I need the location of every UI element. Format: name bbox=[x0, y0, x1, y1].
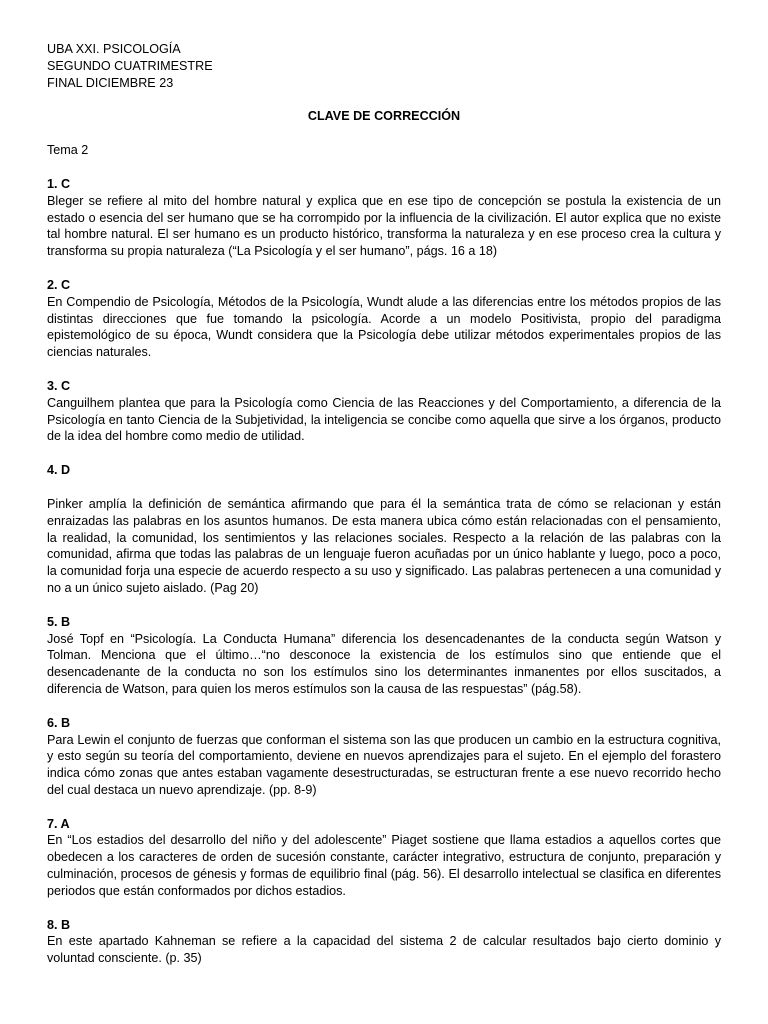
answer-explanation: Bleger se refiere al mito del hombre natural y explica que en ese tipo de concepción se postula la existencia de un estado o esencia del ser humano que se ha corrompido por la influencia de la civilización. El autor explica que no existe tal hombre natural. El ser humano es un producto histórico, transforma la naturaleza y en ese proceso crea la cultura y transforma su propia naturaleza (“La Psicología y el ser humano”, págs. 16 a 18) bbox=[47, 193, 721, 259]
answer-item-7 bbox=[47, 816, 721, 900]
topic-label: Tema 2 bbox=[47, 143, 89, 158]
header-exam: FINAL DICIEMBRE 23 bbox=[47, 75, 174, 90]
answer-explanation: José Topf en “Psicología. La Conducta Humana” diferencia los desencadenantes de la conducta según Watson y Tolman. Menciona que el último…“no desconoce la existencia de los estímulos sino que entiende que el desencadenante de la conducta no son los estímulos sino los determinantes inmanentes por ellos suscitados, a diferencia de Watson, para quien los meros estímulos son la causa de las respuestas” (pág.58). bbox=[47, 631, 721, 696]
answer-explanation: Pinker amplía la definición de semántica afirmando que para él la semántica trata de cómo se relacionan y están enraizadas las palabras en los asuntos humanos. De esta manera ubica cómo están relacionadas con el pensamiento, la realidad, la comunidad, los sentimientos y las relaciones sociales. Respecto a la relación de las palabras con la comunidad, afirma que todas las palabras de un lenguaje fueron acuñadas por un único hablante y luego, poco a poco, la comunidad forja una especie de acuerdo respecto a su uso y significado. Las palabras pertenecen a una comunidad y no a un único sujeto aislado. (Pag 20) bbox=[47, 496, 721, 595]
answer-key: 8. B bbox=[47, 917, 71, 932]
answer-key: 2. C bbox=[47, 277, 71, 292]
answer-item-5 bbox=[47, 614, 721, 698]
answer-item-4 bbox=[47, 462, 721, 597]
answer-key: 6. B bbox=[47, 715, 71, 730]
answer-key: 3. C bbox=[47, 378, 71, 393]
answer-key: 4. D bbox=[47, 463, 71, 478]
document-header bbox=[47, 41, 721, 91]
answer-key: 5. B bbox=[47, 614, 71, 629]
answer-key: 7. A bbox=[47, 816, 70, 831]
answer-explanation: Canguilhem plantea que para la Psicología como Ciencia de las Reacciones y del Comportamiento, a diferencia de la Psicología en tanto Ciencia de la Subjetividad, la inteligencia se concibe como aquella que sirve a los órganos, producto de la idea del hombre como medio de utilidad. bbox=[47, 395, 721, 444]
header-institution: UBA XXI. PSICOLOGÍA bbox=[47, 42, 181, 56]
answer-item-8 bbox=[47, 917, 721, 967]
answer-explanation: En este apartado Kahneman se refiere a la capacidad del sistema 2 de calcular resultados bajo cierto dominio y voluntad consciente. (p. 35) bbox=[47, 934, 721, 966]
answer-item-6 bbox=[47, 715, 721, 799]
answer-item-3 bbox=[47, 378, 721, 445]
answer-explanation: En “Los estadios del desarrollo del niño y del adolescente” Piaget sostiene que llama estadios a aquellos cortes que obedecen a los caracteres de orden de sucesión constante, carácter integrativo, estructura de conjunto, preparación y culminación, procesos de génesis y formas de equilibrio final (pág. 56). El desarrollo intelectual se clasifica en diferentes periodos que están conformados por dichos estadios. bbox=[47, 833, 721, 898]
answer-explanation: En Compendio de Psicología, Métodos de la Psicología, Wundt alude a las diferencias entre los métodos propios de las distintas direcciones que fue tomando la psicología. Acorde a un modelo Positivista, propio del paradigma epistemológico de su época, Wundt considera que la Psicología debe utilizar métodos experimentales propios de las ciencias naturales. bbox=[47, 294, 721, 360]
header-term: SEGUNDO CUATRIMESTRE bbox=[47, 58, 213, 73]
answer-item-1 bbox=[47, 176, 721, 260]
answer-item-2 bbox=[47, 277, 721, 361]
answer-explanation: Para Lewin el conjunto de fuerzas que conforman el sistema son las que producen un cambio en la estructura cognitiva, y esto según su teoría del comportamiento, deviene en nuevos aprendizajes para el sujeto. En el ejemplo del forastero indica cómo zonas que antes estaban vagamente desestructuradas, se estructuran frente a ese nuevo recorrido hecho del cual destaca un nuevo aprendizaje. (pp. 8-9) bbox=[47, 732, 721, 797]
document-title: CLAVE DE CORRECCIÓN bbox=[307, 109, 461, 124]
answer-key: 1. C bbox=[47, 176, 71, 191]
document-page bbox=[47, 41, 721, 967]
